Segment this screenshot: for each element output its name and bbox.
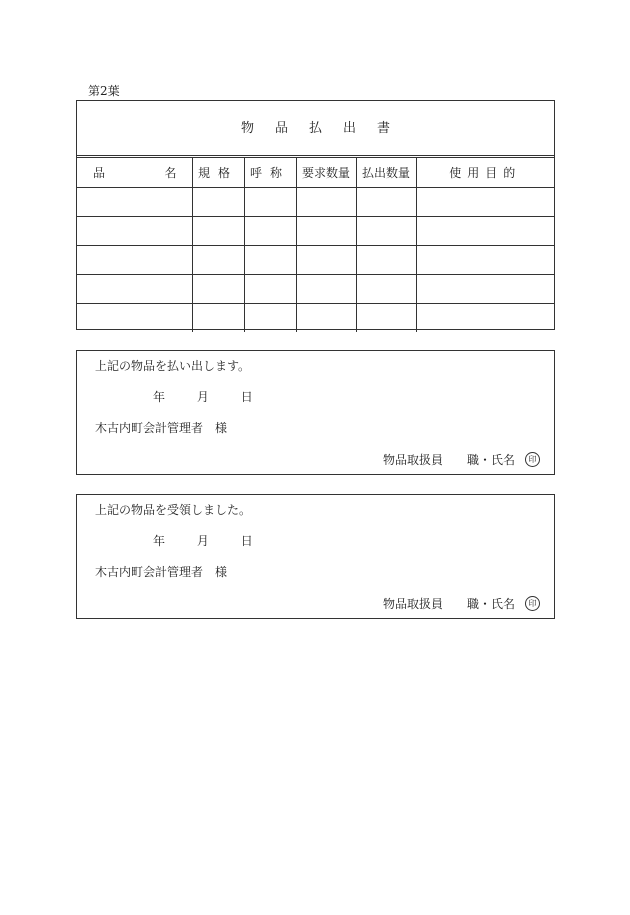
- cell-item-name[interactable]: [77, 217, 192, 246]
- header-item-name-right: 名: [164, 166, 177, 180]
- receipt-box: [76, 494, 555, 619]
- table-row: [77, 275, 554, 304]
- receipt-clerk-label: 物品取扱員: [382, 596, 443, 611]
- receipt-honorific: 様: [215, 565, 228, 579]
- cell-item-name[interactable]: [77, 188, 192, 217]
- issue-date-year: 年: [153, 390, 166, 404]
- issue-name-field-label: 職・氏名: [466, 452, 515, 467]
- header-item-name-left: 品: [93, 166, 106, 180]
- issue-addressee: [95, 421, 227, 435]
- table-row: [77, 188, 554, 217]
- header-call: 呼称: [244, 158, 296, 188]
- table-row: [77, 217, 554, 246]
- cell-spec[interactable]: [192, 304, 244, 333]
- cell-purpose[interactable]: [416, 275, 554, 304]
- cell-issued-qty[interactable]: [356, 217, 416, 246]
- cell-item-name[interactable]: [77, 304, 192, 333]
- cell-purpose[interactable]: [416, 217, 554, 246]
- cell-item-name[interactable]: [77, 246, 192, 275]
- cell-spec[interactable]: [192, 275, 244, 304]
- issue-statement: 上記の物品を払い出します。: [95, 359, 251, 373]
- cell-requested-qty[interactable]: [296, 246, 356, 275]
- cell-requested-qty[interactable]: [296, 304, 356, 333]
- receipt-date[interactable]: [153, 534, 253, 548]
- issue-clerk-label: 物品取扱員: [382, 452, 443, 467]
- receipt-date-month: 月: [196, 534, 209, 548]
- issue-date-day: 日: [240, 390, 253, 404]
- items-frame: [76, 100, 555, 330]
- cell-item-name[interactable]: [77, 275, 192, 304]
- header-issued-qty: 払出数量: [356, 158, 416, 188]
- cell-purpose[interactable]: [416, 304, 554, 333]
- cell-call[interactable]: [244, 304, 296, 333]
- cell-requested-qty[interactable]: [296, 217, 356, 246]
- title-area: [77, 101, 554, 158]
- header-row: [77, 158, 554, 188]
- issue-date[interactable]: [153, 390, 253, 404]
- issue-addressee-name: 木古内町会計管理者: [95, 421, 204, 435]
- cell-spec[interactable]: [192, 217, 244, 246]
- issue-date-month: 月: [196, 390, 209, 404]
- form-number-label: 第2葉: [88, 84, 120, 98]
- receipt-date-year: 年: [153, 534, 166, 548]
- table-row: [77, 246, 554, 275]
- cell-requested-qty[interactable]: [296, 275, 356, 304]
- cell-spec[interactable]: [192, 188, 244, 217]
- issue-box: [76, 350, 555, 475]
- receipt-seal-icon: 印: [525, 596, 540, 611]
- header-requested-qty: 要求数量: [296, 158, 356, 188]
- cell-issued-qty[interactable]: [356, 246, 416, 275]
- document-title: 物品払出書: [240, 121, 411, 136]
- receipt-addressee: [95, 565, 227, 579]
- table-row: [77, 304, 554, 333]
- cell-purpose[interactable]: [416, 188, 554, 217]
- receipt-signature[interactable]: [383, 596, 540, 611]
- issue-signature[interactable]: [383, 452, 540, 467]
- cell-call[interactable]: [244, 188, 296, 217]
- receipt-statement: 上記の物品を受領しました。: [95, 503, 252, 517]
- items-table: [77, 158, 554, 332]
- cell-requested-qty[interactable]: [296, 188, 356, 217]
- receipt-name-field-label: 職・氏名: [466, 596, 515, 611]
- header-spec: 規格: [192, 158, 244, 188]
- issue-honorific: 様: [215, 421, 228, 435]
- header-item-name: [77, 158, 192, 188]
- cell-spec[interactable]: [192, 246, 244, 275]
- cell-purpose[interactable]: [416, 246, 554, 275]
- cell-issued-qty[interactable]: [356, 188, 416, 217]
- cell-call[interactable]: [244, 275, 296, 304]
- receipt-date-day: 日: [240, 534, 253, 548]
- cell-call[interactable]: [244, 246, 296, 275]
- header-purpose: 使用目的: [416, 158, 554, 188]
- cell-call[interactable]: [244, 217, 296, 246]
- cell-issued-qty[interactable]: [356, 275, 416, 304]
- receipt-addressee-name: 木古内町会計管理者: [95, 565, 204, 579]
- cell-issued-qty[interactable]: [356, 304, 416, 333]
- issue-seal-icon: 印: [525, 452, 540, 467]
